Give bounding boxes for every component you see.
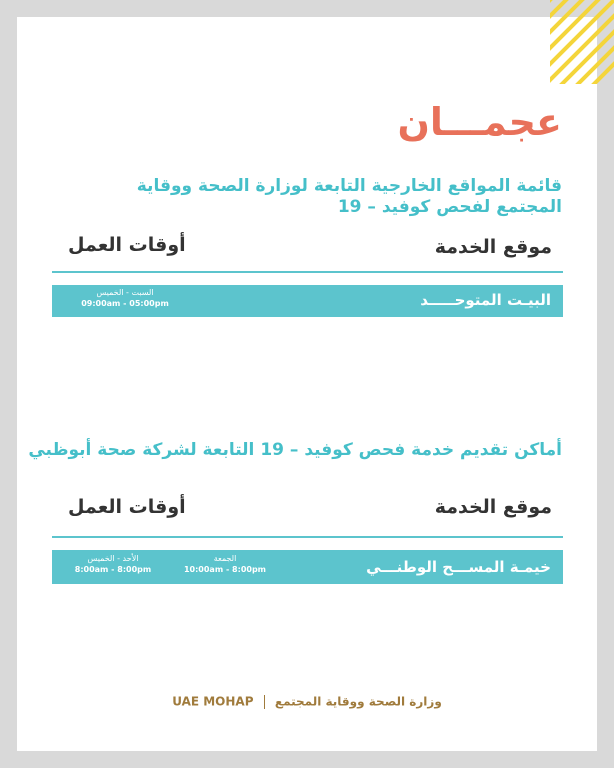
hours-days: الأحد - الخميس [87, 554, 139, 563]
footer-english: UAE MOHAP [172, 694, 254, 709]
hours-block-friday [180, 554, 270, 576]
list-item [52, 285, 563, 317]
hours-days: السبت - الخميس [96, 288, 154, 297]
location-name: البيـت المتوحـــــد [420, 291, 551, 309]
list-item [52, 550, 563, 584]
hours-time: 8:00am - 8:00pm [74, 565, 152, 574]
location-name: خيمـة المســـح الوطنـــي [366, 558, 551, 576]
col-header-service: موقع الخدمة [434, 236, 552, 258]
corner-stripes-decoration [550, 0, 614, 84]
hours-time: 09:00am - 05:00pm [81, 299, 169, 308]
footer-logo [0, 694, 614, 709]
divider-line [52, 271, 563, 273]
hours-block [80, 288, 170, 310]
col-header-hours: أوقات العمل [68, 234, 186, 256]
hours-time: 10:00am - 8:00pm [183, 565, 267, 574]
hours-block-weekdays [72, 554, 154, 576]
section1-subtitle: قائمة المواقع الخارجية التابعة لوزارة الصحة ووقاية المجتمع لفحص كوفيد – 19 [136, 176, 562, 217]
col-header-hours: أوقات العمل [68, 496, 186, 518]
section2-subtitle: أماكن تقديم خدمة فحص كوفيد – 19 التابعة لشركة صحة أبوظبي [28, 440, 562, 460]
divider-line [52, 536, 563, 538]
col-header-service: موقع الخدمة [434, 496, 552, 518]
hours-days: الجمعة [213, 554, 237, 563]
page-title: عجمـــان [397, 100, 562, 144]
footer-separator [264, 695, 265, 709]
footer-arabic: وزارة الصحة ووقاية المجتمع [274, 694, 442, 709]
